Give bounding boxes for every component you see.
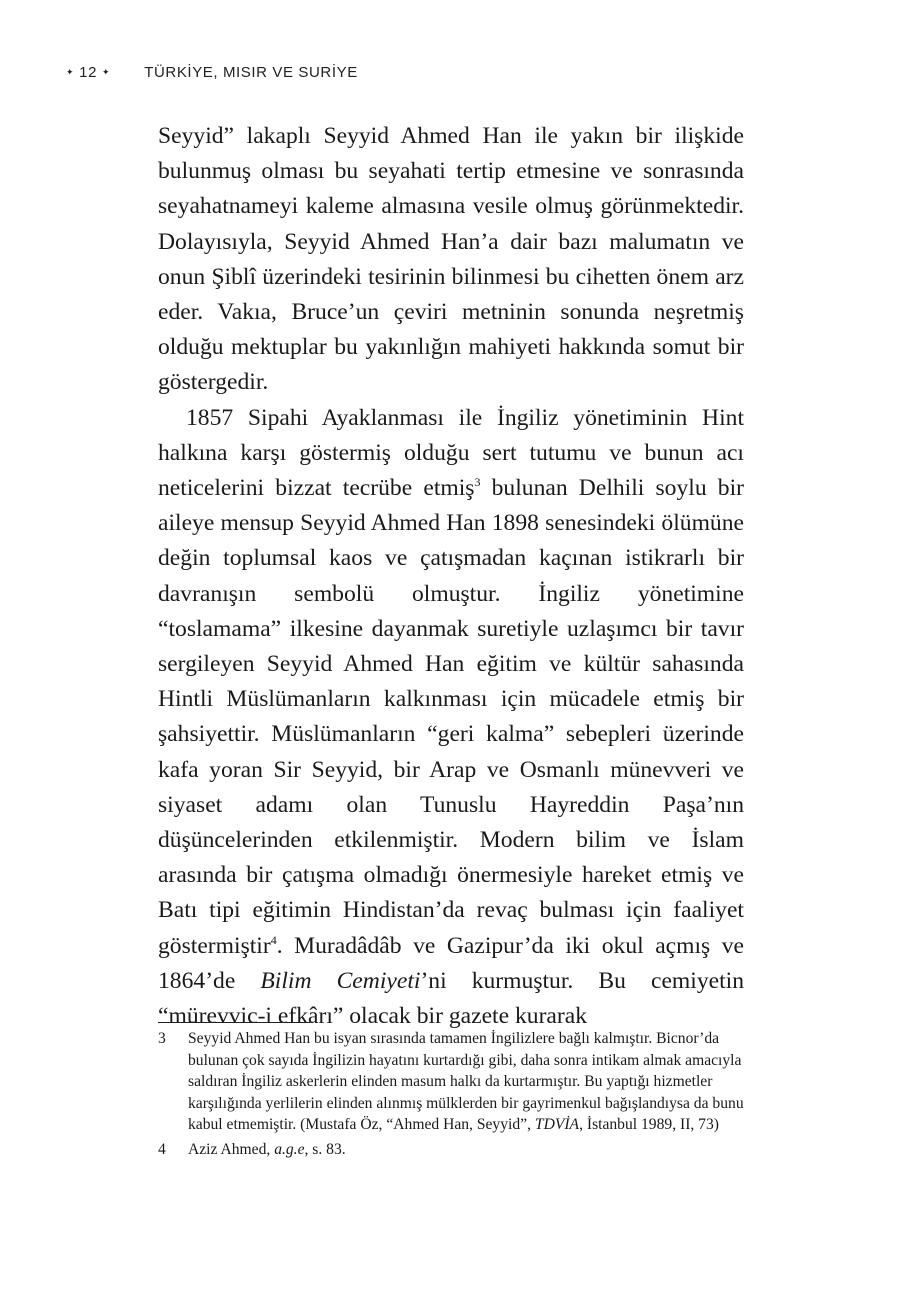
footnotes: [158, 1028, 744, 1164]
ornament-right-icon: ✦: [102, 67, 111, 77]
footnote-italic: a.g.e: [274, 1140, 305, 1158]
footnote-4: [158, 1139, 744, 1161]
paragraph-2-part-b: bulunan Delhili soylu bir aileye mensup Seyyid Ahmed Han 1898 senesindeki ölümüne değin toplumsal kaos ve çatışmadan kaçınan istikrarlı bir davranışın sembolü olmuştur. İngiliz yönetimine “toslamama” ilkesine dayanmak suretiyle uzlaşımcı bir tavır sergileyen Seyyid Ahmed Han eğitim ve kültür sahasında Hintli Müslümanların kalkınması için mücadele etmiş bir şahsiyettir. Müslümanların “geri kalma” sebepleri üzerinde kafa yoran Sir Seyyid, bir Arap ve Osmanlı münevveri ve siyaset adamı olan Tunuslu Hayreddin Paşa’nın düşüncelerinden etkilenmiştir. Modern bilim ve İslam arasında bir çatışma olmadığı önermesiyle hareket etmiş ve Batı tipi eğitimin Hindistan’da revaç bulması için faaliyet göstermiştir: [158, 475, 744, 959]
page-number: [66, 64, 110, 81]
ornament-left-icon: ✦: [66, 67, 75, 77]
paragraph-2-part-c: . Muradâdâb ve Gazipur’da iki okul açmış ve 1864’de: [158, 932, 744, 994]
running-header: [66, 64, 358, 81]
footnote-ref-4[interactable]: 4: [270, 932, 277, 947]
footnote-italic: TDVİA: [534, 1116, 580, 1134]
footnote-text-a: Seyyid Ahmed Han bu isyan sırasında tamamen İngilizlere bağlı kalmıştır. Bicnor’da bulunan çok sayıda İngilizin hayatını kurtardığı gibi, daha sonra intikam almak amacıyla saldıran İngiliz askerlerin elinden masum halkı da kurtarmıştır. Bu yaptığı hizmetler karşılığında yerlilerin elinden alınmış mülklerden bir gayrimenkul bağışlandıysa da bunu kabul etmemiştir. (Mustafa Öz, “Ahmed Han, Seyyid”,: [188, 1030, 744, 1134]
footnote-text: [188, 1139, 744, 1161]
footnote-3: [158, 1028, 744, 1136]
page-number-value: 12: [79, 64, 98, 81]
paragraph-2-italic: Bilim Cemiyeti: [260, 967, 421, 994]
paragraph-2: [158, 401, 744, 1035]
paragraph-2-part-a: 1857 Sipahi Ayaklanması ile İngiliz yönetiminin Hint halkına karşı göstermiş olduğu sert tutumu ve bunun acı neticelerini bizzat tecrübe etmiş: [158, 404, 744, 502]
footnote-text-b: , İstanbul 1989, II, 73): [579, 1116, 719, 1134]
footnote-number: 4: [158, 1140, 166, 1158]
footnote-text-b: , s. 83.: [304, 1140, 346, 1158]
paragraph-2-part-d: ’ni kurmuştur. Bu cemiyetin “mürevvic-i efkârı” olacak bir gazete kurarak: [158, 967, 744, 1030]
paragraph-1: Seyyid” lakaplı Seyyid Ahmed Han ile yakın bir ilişkide bulunmuş olması bu seyahati tertip etmesine ve sonrasında seyahatnameyi kaleme almasına vesile olmuş görünmektedir. Dolayısıyla, Seyyid Ahmed Han’a dair bazı malumatın ve onun Şiblî üzerindeki tesirinin bilinmesi bu cihetten önem arz eder. Vakıa, Bruce’un çeviri metninin sonunda neşretmiş olduğu mektuplar bu yakınlığın mahiyeti hakkında somut bir göstergedir.: [158, 123, 744, 396]
footnote-ref-3[interactable]: 3: [474, 475, 481, 490]
body-text: [158, 119, 744, 1034]
footnote-number: 3: [158, 1030, 166, 1047]
running-title: TÜRKİYE, MISIR VE SURİYE: [144, 64, 358, 81]
footnote-text: [188, 1028, 744, 1136]
footnote-text-a: Aziz Ahmed,: [188, 1140, 275, 1158]
footnote-divider: [158, 1022, 310, 1023]
